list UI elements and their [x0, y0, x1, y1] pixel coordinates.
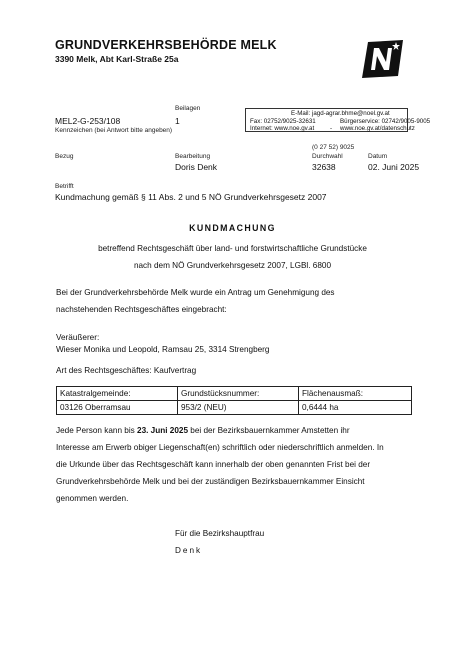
deadline-date: 23. Juni 2025 — [137, 426, 188, 435]
betrifft-text: Kundmachung gemäß § 11 Abs. 2 und 5 NÖ Grundverkehrsgesetz 2007 — [55, 192, 327, 202]
notice-line-5: genommen werden. — [56, 494, 129, 503]
document-heading: KUNDMACHUNG — [189, 223, 276, 233]
table-row — [57, 401, 412, 415]
attachments-value: 1 — [175, 116, 180, 126]
subheading-line-1: betreffend Rechtsgeschäft über land- und forstwirtschaftliche Grundstücke — [98, 244, 367, 253]
contact-privacy: www.noe.gv.at/datenschutz — [340, 124, 415, 132]
signature-for: Für die Bezirkshauptfrau — [175, 529, 265, 538]
cell-cadastral: 03126 Oberramsau — [57, 401, 178, 415]
cell-parcel-number: 953/2 (NEU) — [178, 401, 299, 415]
date-value: 02. Juni 2025 — [368, 162, 420, 172]
seller-value: Wieser Monika und Leopold, Ramsau 25, 3314 Strengberg — [56, 345, 270, 354]
authority-address: 3390 Melk, Abt Karl-Straße 25a — [55, 54, 179, 64]
notice-text: Jede Person kann bis — [56, 426, 138, 435]
intro-line-1: Bei der Grundverkehrsbehörde Melk wurde ein Antrag um Genehmigung des — [56, 288, 335, 297]
reference-number: MEL2-G-253/108 — [55, 116, 121, 126]
header-area: Flächenausmaß: — [299, 387, 412, 401]
handler-value: Doris Denk — [175, 162, 218, 172]
extension-label: Durchwahl — [312, 153, 343, 160]
contact-email: E-Mail: jagd-agrar.bhme@noel.gv.at — [291, 110, 390, 117]
intro-line-2: nachstehenden Rechtsgeschäftes eingebracht: — [56, 305, 227, 314]
subheading-line-2: nach dem NÖ Grundverkehrsgesetz 2007, LGBl. 6800 — [133, 261, 332, 270]
deal-type: Art des Rechtsgeschäftes: Kaufvertrag — [56, 366, 197, 375]
header-parcel-number: Grundstücksnummer: — [178, 387, 299, 401]
contact-service: Bürgerservice: 02742/9005-9005 — [340, 117, 431, 125]
contact-fax: Fax: 02752/9025-32631 — [250, 117, 316, 125]
contact-box — [245, 108, 431, 132]
extension-value: 32638 — [312, 162, 336, 172]
subject-label: Bezug — [55, 153, 74, 160]
seller-label: Veräußerer: — [56, 333, 100, 342]
signature-name: Denk — [175, 546, 203, 555]
header-cadastral: Katastralgemeinde: — [57, 387, 178, 401]
notice-line-4: Grundverkehrsbehörde Melk und bei der zuständigen Bezirksbauernkammer Einsicht — [56, 477, 365, 486]
notice-line-1 — [56, 426, 350, 435]
contact-separator: - — [330, 124, 333, 132]
reference-caption: Kennzeichen (bei Antwort bitte angeben) — [55, 127, 173, 134]
notice-text: bei der Bezirksbauernkammer Amstetten ihr — [188, 426, 350, 435]
parcel-table — [56, 386, 412, 415]
cell-area: 0,6444 ha — [299, 401, 412, 415]
contact-internet: Internet: www.noe.gv.at — [250, 124, 315, 132]
authority-title: GRUNDVERKEHRSBEHÖRDE MELK — [55, 38, 277, 52]
table-header-row — [57, 387, 412, 401]
notice-line-3: die Urkunde über das Rechtsgeschäft kann innerhalb der oben genannten Frist bei der — [56, 460, 371, 469]
notice-line-2: Interesse am Erwerb obiger Liegenschaft(en) schriftlich oder niederschriftlich anmelden. In — [56, 443, 384, 452]
date-label: Datum — [368, 153, 388, 160]
phone-prefix: (0 27 52) 9025 — [312, 144, 355, 151]
attachments-label: Beilagen — [175, 105, 201, 112]
handler-label: Bearbeitung — [175, 153, 211, 160]
betrifft-label: Betrifft — [55, 183, 74, 190]
noe-logo-icon — [362, 40, 404, 78]
